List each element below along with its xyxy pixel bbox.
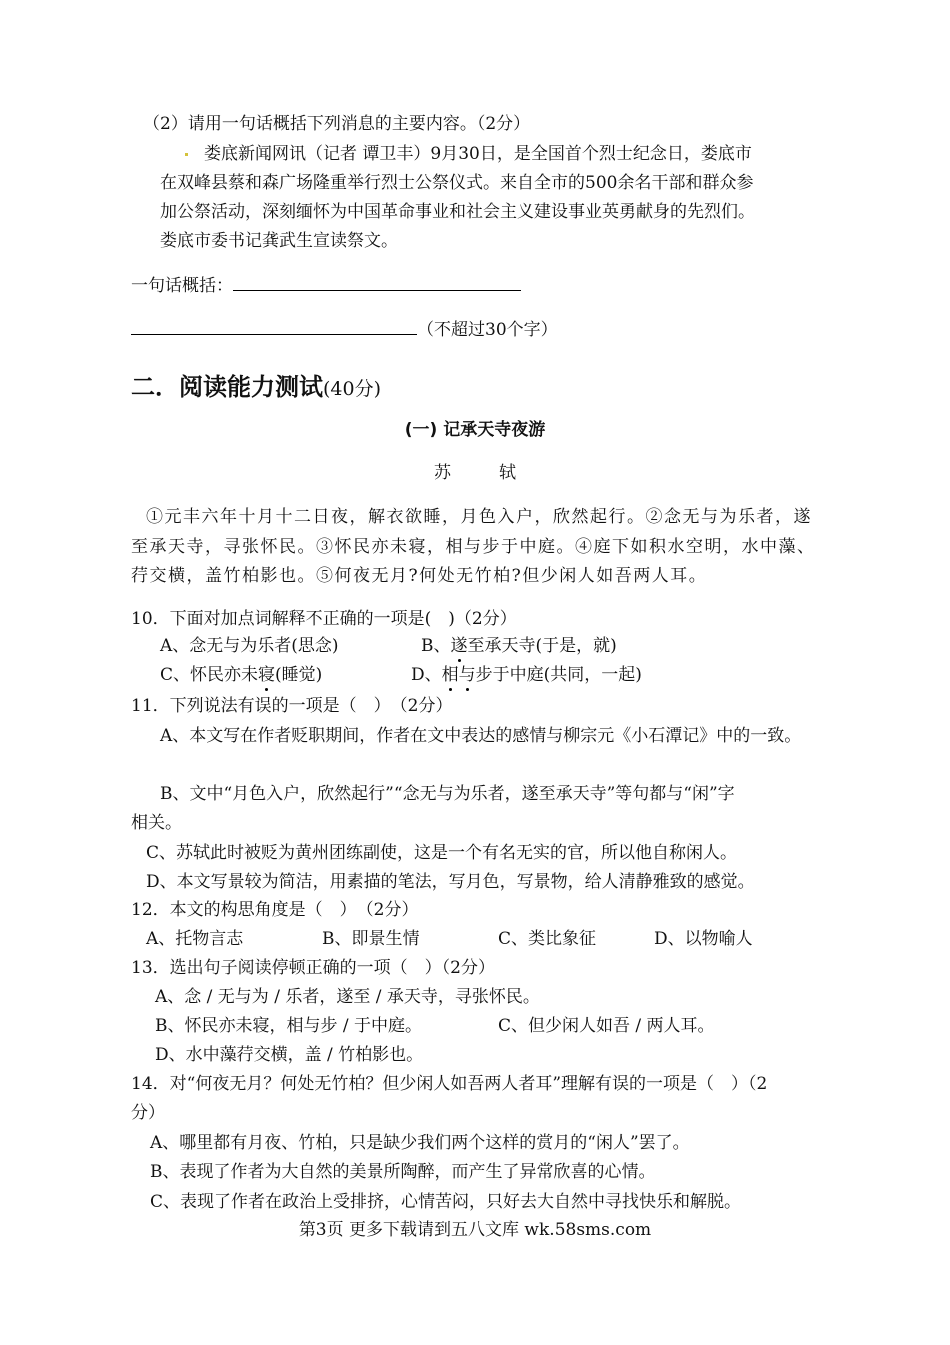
q2-answer-row	[131, 272, 521, 298]
passage-line-1: ①元丰六年十月十二日夜，解衣欲睡，月色入户，欣然起行。②念无与为乐者，遂	[146, 507, 812, 527]
q13-stem: 13．选出句子阅读停顿正确的一项（ ）（2分）	[131, 958, 495, 978]
passage-author	[0, 461, 950, 485]
q13-option-b: B、怀民亦未寝，相与步 / 于中庭。	[155, 1016, 423, 1036]
dotted-word: 相	[441, 665, 459, 685]
q10-option-c: C、怀民亦未寝(睡觉)	[160, 665, 323, 685]
q14-stem-line-2: 分）	[131, 1103, 165, 1123]
answer-blank-2[interactable]	[131, 316, 417, 335]
q14-option-a: A、哪里都有月夜、竹柏，只是缺少我们两个这样的赏月的“闲人”罢了。	[150, 1133, 690, 1153]
author-given: 轼	[499, 463, 516, 483]
section-title: 二．阅读能力测试	[131, 373, 323, 401]
passage-title: (一) 记承天寺夜游	[404, 420, 546, 440]
q13-option-c: C、但少闲人如吾 / 两人耳。	[498, 1016, 715, 1036]
q12-option-b: B、即景生情	[322, 929, 420, 949]
q2-news-line-2: 在双峰县蔡和森广场隆重举行烈士公祭仪式。来自全市的500余名干部和群众参	[160, 173, 754, 193]
q11-stem: 11．下列说法有误的一项是（ ） （2分）	[131, 696, 453, 716]
q14-option-c: C、表现了作者在政治上受排挤，心情苦闷，只好去大自然中寻找快乐和解脱。	[150, 1192, 742, 1212]
passage-line-3: 荇交横，盖竹柏影也。⑤何夜无月?何处无竹柏?但少闲人如吾两人耳。	[131, 566, 708, 586]
author-surname: 苏	[434, 463, 451, 483]
answer-blank-1[interactable]	[233, 272, 521, 291]
q14-option-b: B、表现了作者为大自然的美景所陶醉，而产生了异常欣喜的心情。	[150, 1162, 656, 1182]
q12-option-d: D、以物喻人	[654, 929, 753, 949]
passage-line-2: 至承天寺，寻张怀民。③怀民亦未寝，相与步于中庭。④庭下如积水空明，水中藻、	[131, 537, 816, 557]
dotted-word: 与	[458, 665, 476, 685]
q11-option-c: C、苏轼此时被贬为黄州团练副使，这是一个有名无实的官，所以他自称闲人。	[146, 843, 738, 863]
q13-option-d: D、水中藻荇交横，盖 / 竹柏影也。	[155, 1045, 424, 1065]
q11-option-a: A、本文写在作者贬职期间，作者在文中表达的感情与柳宗元《小石潭记》中的一致。	[160, 726, 802, 746]
page-footer: 第3页 更多下载请到五八文库 wk.58sms.com	[298, 1220, 652, 1240]
q12-stem: 12．本文的构思角度是（ ） （2分）	[131, 900, 419, 920]
dotted-word: 寝	[258, 665, 276, 685]
section-score: (40分)	[323, 378, 382, 400]
q12-option-c: C、类比象征	[498, 929, 597, 949]
q12-option-a: A、托物言志	[146, 929, 244, 949]
q2-prompt: （2）请用一句话概括下列消息的主要内容。（2分）	[143, 114, 531, 134]
q2-news-line-3: 加公祭活动，深刻缅怀为中国革命事业和社会主义建设事业英勇献身的先烈们。	[160, 202, 755, 222]
q2-news-line-1: 娄底新闻网讯（记者 谭卫丰）9月30日，是全国首个烈士纪念日，娄底市	[183, 142, 752, 166]
q13-option-a: A、念 / 无与为 / 乐者，遂至 / 承天寺，寻张怀民。	[155, 987, 540, 1007]
q10-option-d: D、相与步于中庭(共同，一起)	[411, 665, 642, 685]
q11-option-b-line-2: 相关。	[131, 813, 182, 833]
dotted-word: 遂	[450, 636, 468, 656]
q2-news-line-4: 娄底市委书记龚武生宣读祭文。	[160, 231, 398, 251]
q11-option-b-line-1: B、文中“月色入户，欣然起行”“念无与为乐者，遂至承天寺”等句都与“闲”字	[160, 784, 735, 804]
decorative-speck	[185, 153, 188, 156]
q11-option-d: D、本文写景较为简洁，用素描的笔法，写月色，写景物，给人清静雅致的感觉。	[146, 872, 755, 892]
q10-stem: 10．下面对加点词解释不正确的一项是( )（2分）	[131, 609, 517, 629]
answer-note: （不超过30个字）	[417, 320, 558, 340]
q14-stem-line-1: 14．对“何夜无月？何处无竹柏？但少闲人如吾两人者耳”理解有误的一项是（ ）（2	[131, 1074, 768, 1094]
q2-answer-row-2	[131, 316, 558, 342]
q10-option-a: A、念无与为乐者(思念)	[160, 636, 339, 656]
q10-option-b: B、遂至承天寺(于是，就)	[421, 636, 617, 656]
section-heading	[131, 372, 381, 404]
answer-label: 一句话概括：	[131, 276, 233, 296]
